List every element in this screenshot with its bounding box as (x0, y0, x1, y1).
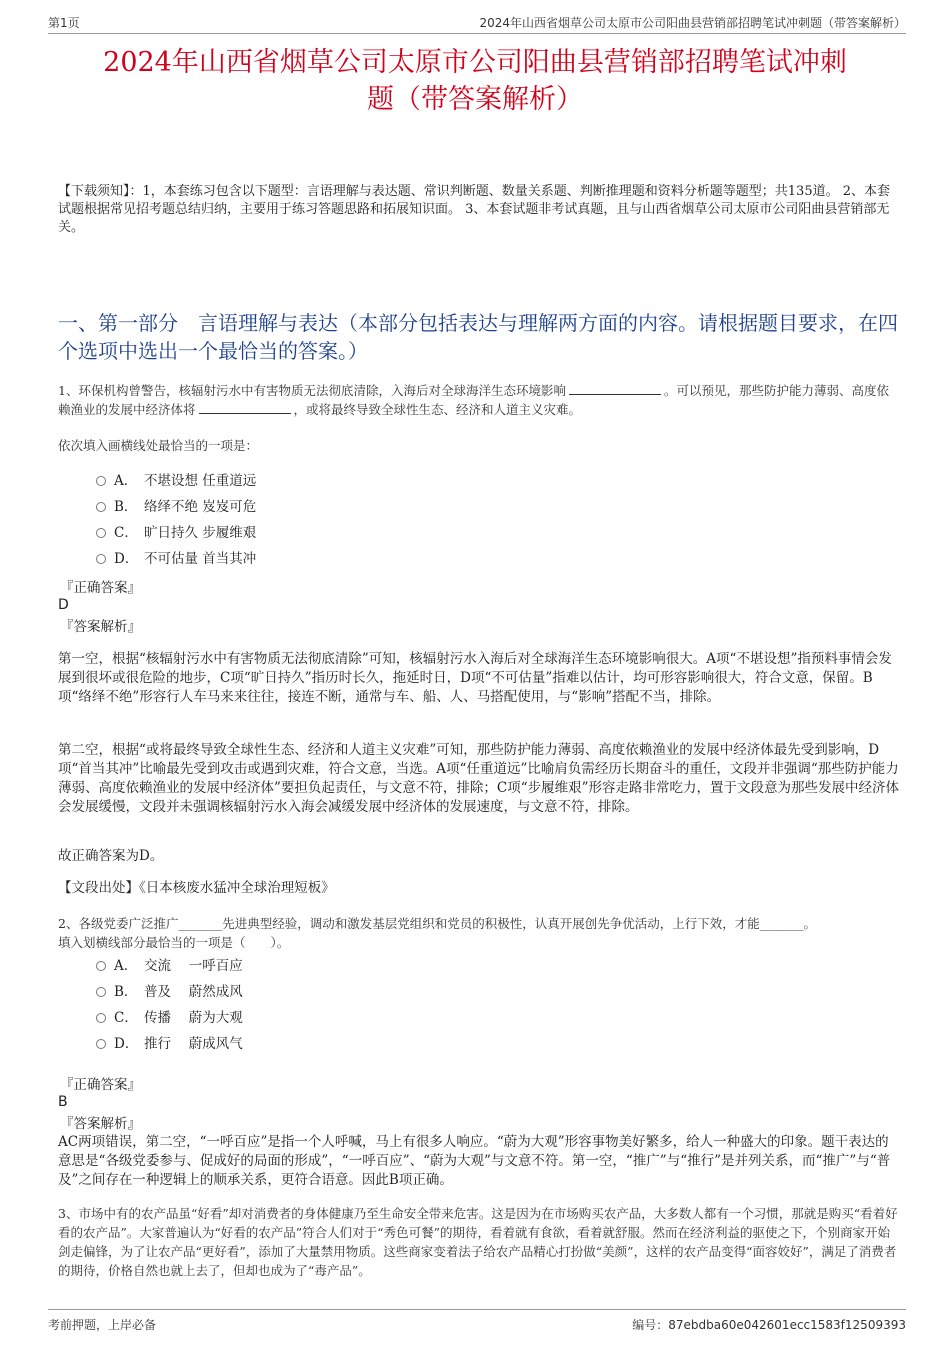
radio-button[interactable] (96, 1013, 106, 1023)
title-line-1: 2024年山西省烟草公司太原市公司阳曲县营销部招聘笔试冲刺 (103, 47, 847, 78)
q2-analysis: AC两项错误，第二空，“一呼百应”是指一个人呼喊，马上有很多人响应。“蔚为大观”形容事物美好繁多，给人一种盛大的印象。题干表达的意思是“各级党委参与、促成好的局面的形成”，“一呼百应”、“蔚为大观”与文意不符。第一空，“推广”与“推行”是并列关系，而“推广”与“普及”之间存在一种逻辑上的顺承关系，更符合语意。因此B项正确。 (58, 1134, 891, 1188)
option-text: 络绎不绝 岌岌可危 (144, 499, 257, 515)
question-1-prompt: 依次填入画横线处最恰当的一项是： (58, 438, 259, 453)
option-letter: D． (114, 1036, 139, 1052)
header-doc-title: 2024年山西省烟草公司太原市公司阳曲县营销部招聘笔试冲刺题（带答案解析） (479, 16, 906, 30)
radio-button[interactable] (96, 528, 106, 538)
option-text: 传播 蔚为大观 (144, 1010, 243, 1026)
page-header (48, 12, 906, 34)
option-text: 不堪设想 任重道远 (144, 473, 257, 489)
q1-option-d[interactable] (96, 550, 256, 568)
question-2-stem: 2、各级党委广泛推广_______先进典型经验，调动和激发基层党组织和党员的积极性，认真开展创先争优活动，上行下效，才能_______。 (58, 916, 816, 931)
title-line-2: 题（带答案解析） (367, 84, 583, 115)
q1-stem-part-c: ，或将最终导致全球性生态、经济和人道主义灾难。 (293, 402, 582, 417)
option-letter: A． (114, 473, 138, 489)
radio-button[interactable] (96, 554, 106, 564)
option-text: 旷日持久 步履维艰 (144, 525, 257, 541)
blank-line (199, 402, 291, 414)
q2-option-c[interactable] (96, 1009, 243, 1027)
q2-analysis-label: 『答案解析』 (60, 1116, 141, 1132)
page-footer (48, 1309, 906, 1335)
option-text: 交流 一呼百应 (144, 958, 243, 974)
radio-button[interactable] (96, 987, 106, 997)
radio-button[interactable] (96, 1039, 106, 1049)
option-text: 推行 蔚成风气 (144, 1036, 243, 1052)
q1-answer: D (58, 597, 69, 613)
question-2-prompt: 填入划横线部分最恰当的一项是（ ）。 (58, 935, 290, 950)
option-letter: C． (114, 525, 138, 541)
option-letter: C． (114, 1010, 138, 1026)
footer-code (632, 1316, 906, 1333)
q1-analysis-2: 第二空，根据“或将最终导致全球性生态、经济和人道主义灾难”可知，那些防护能力薄弱、高度依赖渔业的发展中经济体最先受到影响，D项“首当其冲”比喻最先受到攻击或遇到灾难，符合文意，当选。A项“任重道远”比喻肩负需经历长期奋斗的重任，文段并非强调“那些防护能力薄弱、高度依赖渔业的发展中经济体”要担负起责任，与文意不符，排除；C项“步履维艰”形容走路非常吃力，置于文段意为那些发展中经济体会发展缓慢，文段并未强调核辐射污水入海会减缓发展中经济体的发展速度，与文意不符，排除。 (58, 742, 900, 815)
q1-analysis-label: 『答案解析』 (60, 619, 141, 635)
download-notice: 【下载须知】：1，本套练习包含以下题型：言语理解与表达题、常识判断题、数量关系题、判断推理题和资料分析题等题型；共135道。 2、本套试题根据常见招考题总结归纳，主要用于练习答题思路和拓展知识面。 3、本套试题非考试真题，且与山西省烟草公司太原市公司阳曲县营销部无关。 (58, 184, 890, 235)
question-1-stem (58, 381, 900, 419)
section-heading: 一、第一部分 言语理解与表达（本部分包括表达与理解两方面的内容。请根据题目要求，在四个选项中选出一个最恰当的答案。） (58, 311, 898, 363)
option-letter: B． (114, 499, 138, 515)
q1-option-b[interactable] (96, 498, 256, 516)
radio-button[interactable] (96, 502, 106, 512)
footer-code-label: 编号： (632, 1318, 669, 1332)
document-title (48, 44, 902, 118)
q1-conclusion: 故正确答案为D。 (58, 848, 164, 864)
footer-motto: 考前押题，上岸必备 (48, 1318, 157, 1332)
page-number: 第1页 (48, 16, 80, 30)
q1-option-a[interactable] (96, 472, 256, 490)
q2-option-a[interactable] (96, 957, 243, 975)
q1-stem-part-b: 。可以预见，那些防护能力薄弱、高度依赖渔业的发展中经济体将 (58, 383, 889, 417)
option-letter: D． (114, 551, 139, 567)
q1-answer-label: 『正确答案』 (60, 580, 141, 596)
q2-answer: B (58, 1094, 68, 1110)
q2-option-d[interactable] (96, 1035, 243, 1053)
q1-stem-part-a: 1、环保机构曾警告，核辐射污水中有害物质无法彻底清除，入海后对全球海洋生态环境影响 (58, 383, 566, 398)
question-3-stem: 3、市场中有的农产品虽“好看”却对消费者的身体健康乃至生命安全带来危害。这是因为在市场购买农产品，大多数人都有一个习惯，那就是购买“看着好看的农产品”。大家普遍认为“好看的农产品”符合人们对于“秀色可餐”的期待，看着就有食欲，看着就舒服。然而在经济利益的驱使之下，个别商家开始剑走偏锋，为了让农产品“更好看”，添加了大量禁用物质。这些商家变着法子给农产品精心打扮做“美颜”，这样的农产品变得“面容姣好”，满足了消费者的期待，价格自然也就上去了，但却也成为了“毒产品”。 (58, 1206, 898, 1278)
q1-source: 【文段出处】《日本核废水猛冲全球治理短板》 (58, 880, 335, 896)
q1-option-c[interactable] (96, 524, 256, 542)
option-text: 不可估量 首当其冲 (144, 551, 257, 567)
q2-option-b[interactable] (96, 983, 243, 1001)
blank-line (569, 383, 661, 395)
option-text: 普及 蔚然成风 (144, 984, 243, 1000)
footer-code-value: 87ebdba60e042601ecc1583f12509393 (668, 1318, 906, 1332)
radio-button[interactable] (96, 476, 106, 486)
q1-analysis-1: 第一空，根据“核辐射污水中有害物质无法彻底清除”可知，核辐射污水入海后对全球海洋生态环境影响很大。A项“不堪设想”指预料事情会发展到很坏或很危险的地步，C项“旷日持久”指历时长久，拖延时日，D项“不可估量”指难以估计，均可形容影响很大，符合文意，保留。B项“络绎不绝”形容行人车马来来往往，接连不断，通常与车、船、人、马搭配使用，与“影响”搭配不当，排除。 (58, 651, 892, 705)
radio-button[interactable] (96, 961, 106, 971)
option-letter: A． (114, 958, 138, 974)
option-letter: B． (114, 984, 138, 1000)
q2-answer-label: 『正确答案』 (60, 1077, 141, 1093)
